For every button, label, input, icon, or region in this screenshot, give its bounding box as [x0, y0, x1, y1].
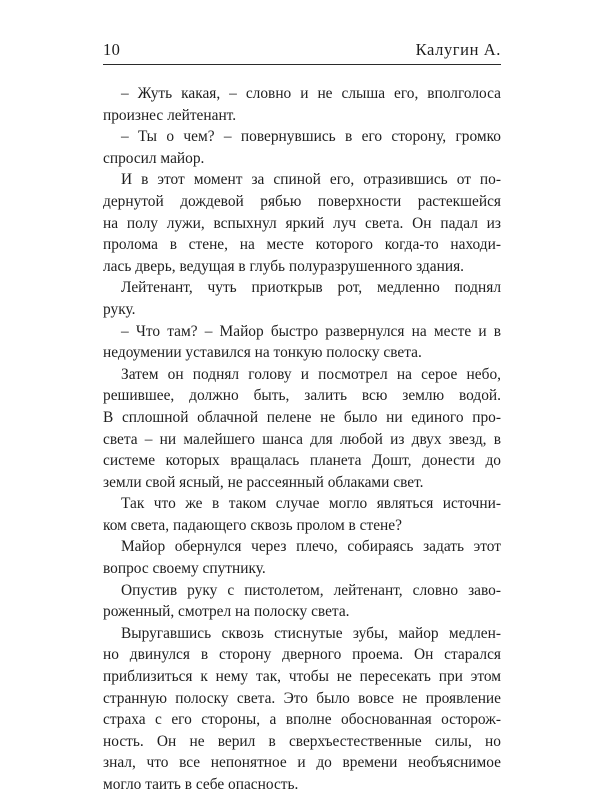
- text-line: знал, что все непонятное и до времени необъяснимое: [103, 754, 501, 772]
- text-line: произнес лейтенант.: [103, 106, 237, 124]
- text-line: земли свой ясный, не рассеянный облаками свет.: [103, 473, 424, 491]
- text-line: лась дверь, ведущая в глубь полуразрушенного здания.: [103, 257, 464, 275]
- text-line: системе которых вращалась планета Дошт, донести до: [103, 452, 501, 470]
- running-head-author: Калугин А.: [415, 40, 501, 59]
- text-line: света – ни малейшего шанса для любой из двух звезд, в: [103, 430, 501, 448]
- text-line: страха с его стороны, а вполне обоснованная осторож-: [103, 711, 501, 729]
- text-line: Так что же в таком случае могло являться источни-: [121, 495, 501, 513]
- text-line: решившее, должно быть, залить всю землю водой.: [103, 387, 501, 405]
- text-line: пролома в стене, на месте которого когда-то находи-: [103, 236, 501, 254]
- text-line: роженный, смотрел на полоску света.: [103, 603, 350, 621]
- text-line: но двинулся в сторону дверного проема. Он старался: [103, 646, 501, 664]
- text-line: Лейтенант, чуть приоткрыв рот, медленно поднял: [121, 279, 501, 297]
- text-line: на полу лужи, вспыхнул яркий луч света. Он падал из: [103, 214, 501, 232]
- text-line: странную полоску света. Это было вовсе не проявление: [103, 689, 501, 707]
- body-text: [103, 83, 501, 796]
- text-line: приблизиться к нему так, чтобы не пересекать при этом: [103, 668, 501, 686]
- text-line: В сплошной облачной пелене не было ни единого про-: [103, 408, 501, 426]
- text-line: Выругавшись сквозь стиснутые зубы, майор медлен-: [121, 624, 501, 642]
- text-line: И в этот момент за спиной его, отразившись от по-: [121, 171, 501, 189]
- header-rule: [103, 64, 501, 65]
- text-line: – Что там? – Майор быстро развернулся на месте и в: [121, 322, 501, 340]
- text-line: Опустив руку с пистолетом, лейтенант, словно заво-: [121, 581, 501, 599]
- text-line: – Жуть какая, – словно и не слыша его, вполголоса: [121, 85, 501, 102]
- text-line: вопрос своему спутнику.: [103, 560, 266, 578]
- text-line: Майор обернулся через плечо, собираясь задать этот: [121, 538, 501, 556]
- text-line: дернутой дождевой рябью поверхности растекшейся: [103, 192, 501, 210]
- page-header: [103, 37, 501, 63]
- page-number: 10: [103, 40, 121, 59]
- text-line: руку.: [103, 300, 136, 318]
- text-line: – Ты о чем? – повернувшись в его сторону, громко: [121, 128, 501, 146]
- text-line: Затем он поднял голову и посмотрел на серое небо,: [121, 365, 501, 383]
- text-line: спросил майор.: [103, 149, 205, 167]
- text-line: недоумении уставился на тонкую полоску света.: [103, 344, 422, 362]
- text-line: могло таить в себе опасность.: [103, 776, 299, 793]
- text-line: ность. Он не верил в сверхъестественные силы, но: [103, 732, 501, 750]
- text-line: ком света, падающего сквозь пролом в стене?: [103, 516, 402, 534]
